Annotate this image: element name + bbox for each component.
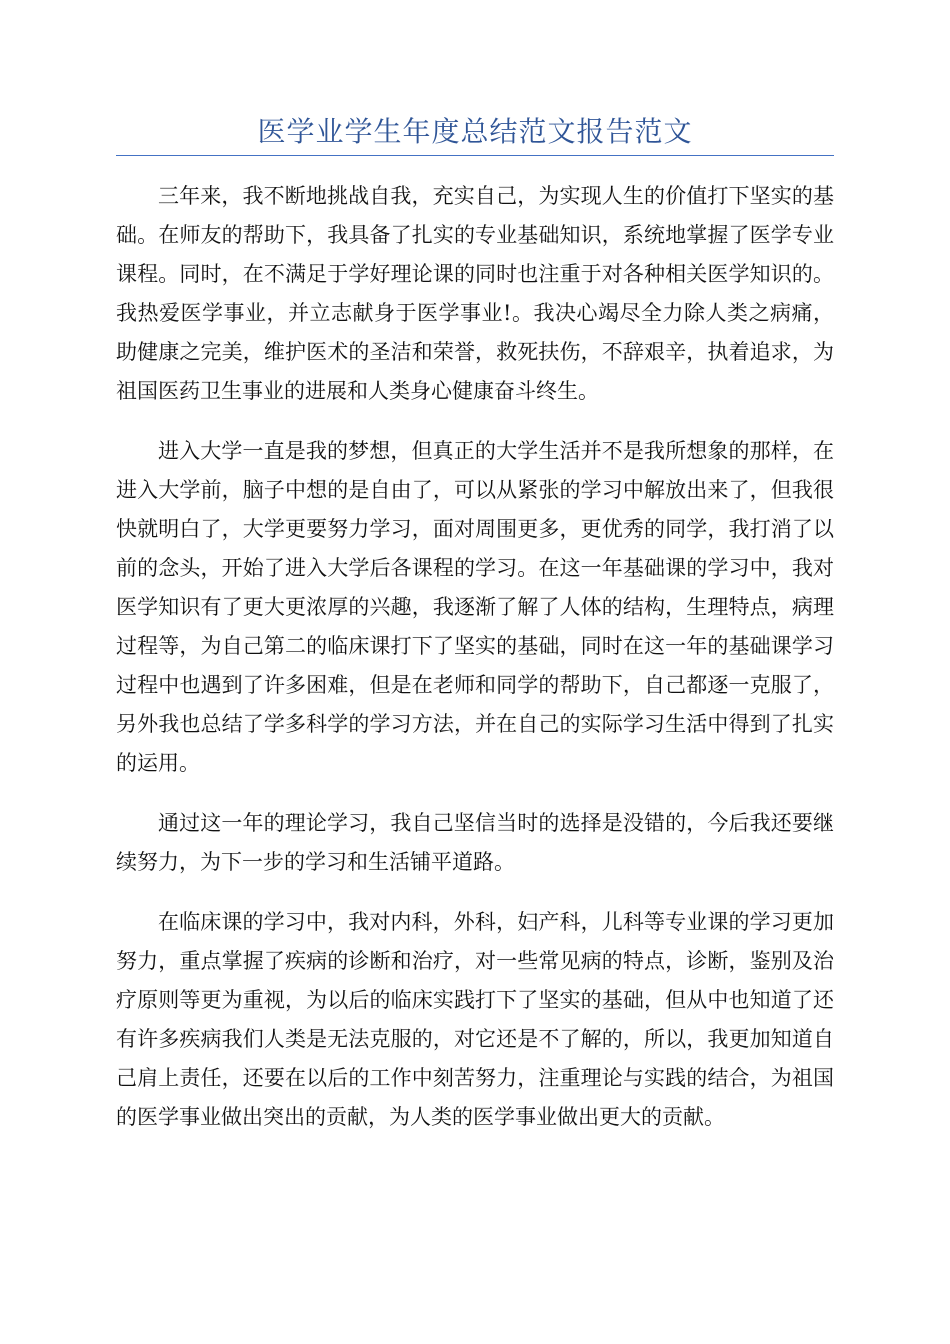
paragraph-1: 三年来，我不断地挑战自我，充实自己，为实现人生的价值打下坚实的基础。在师友的帮助下，我具备了扎实的专业基础知识，系统地掌握了医学专业课程。同时，在不满足于学好理论课的同时也注重于对各种相关医学知识的。我热爱医学事业，并立志献身于医学事业!。我决心竭尽全力除人类之病痛，助健康之完美，维护医术的圣洁和荣誉，救死扶伤，不辞艰辛，执着追求，为祖国医药卫生事业的进展和人类身心健康奋斗终生。 (116, 184, 834, 403)
paragraph-3: 通过这一年的理论学习，我自己坚信当时的选择是没错的，今后我还要继续努力，为下一步的学习和生活铺平道路。 (116, 811, 834, 874)
paragraph-2: 进入大学一直是我的梦想，但真正的大学生活并不是我所想象的那样，在进入大学前，脑子中想的是自由了，可以从紧张的学习中解放出来了，但我很快就明白了，大学更要努力学习，面对周围更多，更优秀的同学，我打消了以前的念头，开始了进入大学后各课程的学习。在这一年基础课的学习中，我对医学知识有了更大更浓厚的兴趣，我逐渐了解了人体的结构，生理特点，病理过程等，为自己第二的临床课打下了坚实的基础，同时在这一年的基础课学习过程中也遇到了许多困难，但是在老师和同学的帮助下，自己都逐一克服了，另外我也总结了学多科学的学习方法，并在自己的实际学习生活中得到了扎实的运用。 (116, 439, 834, 775)
paragraph-4: 在临床课的学习中，我对内科，外科，妇产科，儿科等专业课的学习更加努力，重点掌握了疾病的诊断和治疗，对一些常见病的特点，诊断，鉴别及治疗原则等更为重视，为以后的临床实践打下了坚实的基础，但从中也知道了还有许多疾病我们人类是无法克服的，对它还是不了解的，所以，我更加知道自己肩上责任，还要在以后的工作中刻苦努力，注重理论与实践的结合，为祖国的医学事业做出突出的贡献，为人类的医学事业做出更大的贡献。 (116, 910, 834, 1129)
document-title: 医学业学生年度总结范文报告范文 (257, 115, 693, 148)
document-body (116, 177, 834, 1158)
title-underline (116, 155, 834, 156)
